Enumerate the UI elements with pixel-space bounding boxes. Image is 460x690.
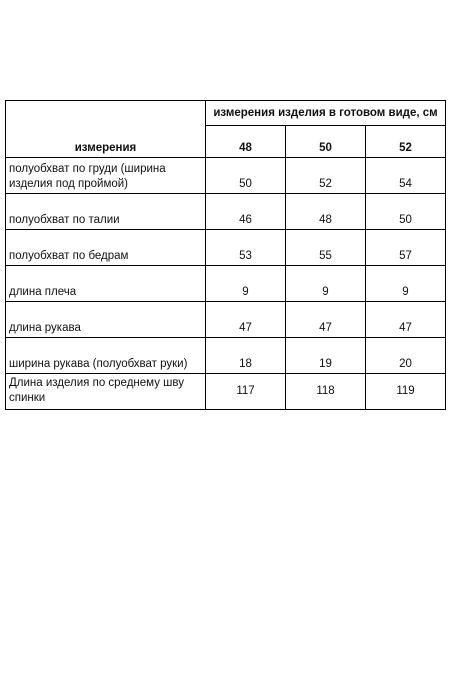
row-label: полуобхват по бедрам (6, 230, 206, 266)
row-value: 119 (366, 374, 446, 410)
row-value: 9 (286, 266, 366, 302)
row-value: 18 (206, 338, 286, 374)
row-label: полуобхват по груди (ширина изделия под проймой) (6, 158, 206, 194)
row-value: 57 (366, 230, 446, 266)
row-label: полуобхват по талии (6, 194, 206, 230)
size-header-52: 52 (366, 126, 446, 158)
table-row (6, 266, 446, 302)
label-column-header: измерения (6, 126, 206, 158)
size-table (5, 100, 446, 410)
row-value: 52 (286, 158, 366, 194)
row-value: 9 (366, 266, 446, 302)
table-row (6, 302, 446, 338)
size-header-48: 48 (206, 126, 286, 158)
row-value: 118 (286, 374, 366, 410)
table-row (6, 194, 446, 230)
row-value: 53 (206, 230, 286, 266)
row-value: 55 (286, 230, 366, 266)
row-value: 117 (206, 374, 286, 410)
row-value: 47 (366, 302, 446, 338)
table-row (6, 374, 446, 410)
row-label: Длина изделия по среднему шву спинки (6, 374, 206, 410)
row-value: 9 (206, 266, 286, 302)
row-value: 50 (366, 194, 446, 230)
row-value: 20 (366, 338, 446, 374)
row-value: 48 (286, 194, 366, 230)
row-value: 19 (286, 338, 366, 374)
table-row (6, 158, 446, 194)
size-header-row (6, 126, 446, 158)
header-corner-cell (6, 101, 206, 126)
row-value: 46 (206, 194, 286, 230)
row-value: 47 (286, 302, 366, 338)
row-label: длина рукава (6, 302, 206, 338)
size-header-50: 50 (286, 126, 366, 158)
row-label: длина плеча (6, 266, 206, 302)
table-header-row (6, 101, 446, 126)
row-label: ширина рукава (полуобхват руки) (6, 338, 206, 374)
table-row (6, 230, 446, 266)
row-value: 50 (206, 158, 286, 194)
row-value: 47 (206, 302, 286, 338)
table-row (6, 338, 446, 374)
group-header: измерения изделия в готовом виде, см (206, 101, 446, 126)
row-value: 54 (366, 158, 446, 194)
